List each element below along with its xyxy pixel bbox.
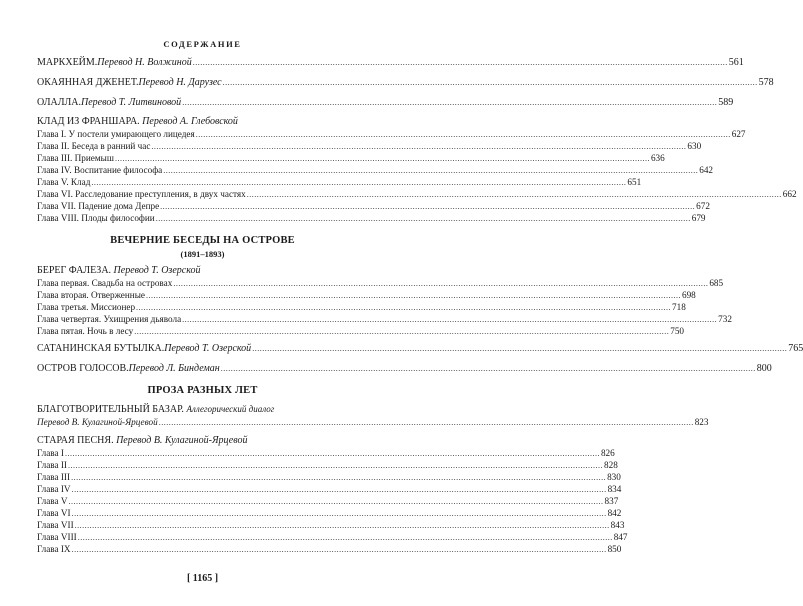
work-title: КЛАД ИЗ ФРАНШАРА. (37, 116, 143, 127)
toc-entry (37, 76, 774, 89)
chapter-row: Глава VI. Расследование преступления, в двух частях ..... 662 (37, 188, 368, 201)
chapter-row: Глава VIII. Плоды философии ..... 679 (37, 212, 368, 225)
chapter-row: Глава пятая. Ночь в лесу ..... 750 (37, 325, 368, 338)
entry-title: ОКАЯННАЯ ДЖЕНЕТ. (37, 77, 139, 88)
chapter-row: Глава IV. Воспитание философа ..... 642 (37, 164, 368, 177)
entry-page: 578 (758, 77, 774, 88)
work-translator: Перевод А. Глебовской (142, 116, 238, 127)
section-title: ПРОЗА РАЗНЫХ ЛЕТ (147, 385, 258, 396)
section-title: ВЕЧЕРНИЕ БЕСЕДЫ НА ОСТРОВЕ (110, 235, 295, 246)
entry-page: 561 (728, 57, 744, 68)
entry-title: САТАНИНСКАЯ БУТЫЛКА. (37, 343, 165, 354)
chapter-row: Глава V ..... 837 (37, 495, 368, 508)
entry-page: 800 (756, 363, 772, 374)
chapter-row: Глава III. Приемыш ..... 636 (37, 152, 368, 165)
work-heading (37, 403, 368, 416)
running-header: СОДЕРЖАНИЕ (163, 39, 242, 49)
entry-page: 589 (718, 97, 734, 108)
entry-title: ОЛАЛЛА. (37, 97, 82, 108)
toc-entry (37, 56, 744, 69)
work-subtitle: Аллегорический диалог (186, 404, 275, 414)
chapter-row: Глава VII. Падение дома Депре ..... 672 (37, 200, 368, 213)
chapter-row: Глава I. У постели умирающего лицедея ..... 627 (37, 128, 368, 141)
section-years: (1891–1893) (180, 249, 225, 259)
chapter-row: Глава VIII ..... 847 (37, 531, 368, 544)
chapter-row: Глава IV ..... 834 (37, 483, 368, 496)
page-number: [ 1165 ] (186, 573, 219, 584)
toc-entry (37, 362, 772, 375)
work-heading (37, 434, 368, 447)
chapter-row: Глава I ..... 826 (37, 447, 368, 460)
work-heading (37, 264, 368, 277)
chapter-row: Глава VI ..... 842 (37, 507, 368, 520)
entry-translator: Перевод Т. Озерской (164, 343, 252, 354)
entry-translator: Перевод Т. Литвиновой (81, 97, 182, 108)
chapter-row: Глава II. Беседа в ранний час ..... 630 (37, 140, 368, 153)
entry-translator: Перевод В. Кулагиной-Ярцевой (37, 417, 158, 427)
toc-entry (37, 96, 734, 109)
chapter-row: Глава IX ..... 850 (37, 543, 368, 556)
chapter-row: Глава третья. Миссионер ..... 718 (37, 301, 368, 314)
work-title: СТАРАЯ ПЕСНЯ. (37, 435, 117, 446)
toc-entry (37, 416, 709, 429)
chapter-row: Глава V. Клад ..... 651 (37, 176, 368, 189)
work-heading (37, 115, 368, 128)
work-title: БЛАГОТВОРИТЕЛЬНЫЙ БАЗАР. (37, 404, 187, 415)
work-translator: Перевод В. Кулагиной-Ярцевой (116, 435, 248, 446)
chapter-row: Глава II ..... 828 (37, 459, 368, 472)
chapter-row: Глава VII ..... 843 (37, 519, 368, 532)
chapter-row: Глава вторая. Отверженные ..... 698 (37, 289, 368, 302)
toc-entry (37, 342, 803, 355)
chapter-row: Глава III ..... 830 (37, 471, 368, 484)
chapter-row: Глава первая. Свадьба на островах ..... 685 (37, 277, 368, 290)
entry-title: МАРКХЕЙМ. (37, 57, 98, 68)
entry-translator: Перевод Л. Биндеман (128, 363, 220, 374)
entry-translator: Перевод Н. Дарузес (138, 77, 222, 88)
entry-title: ОСТРОВ ГОЛОСОВ. (37, 363, 129, 374)
entry-page: 765 (788, 343, 803, 354)
chapter-row: Глава четвертая. Ухищрения дьявола ..... 732 (37, 313, 368, 326)
entry-translator: Перевод Н. Волжиной (97, 57, 192, 68)
work-title: БЕРЕГ ФАЛЕЗА. (37, 265, 114, 276)
work-translator: Перевод Т. Озерской (113, 265, 201, 276)
entry-page: 823 (694, 417, 709, 427)
